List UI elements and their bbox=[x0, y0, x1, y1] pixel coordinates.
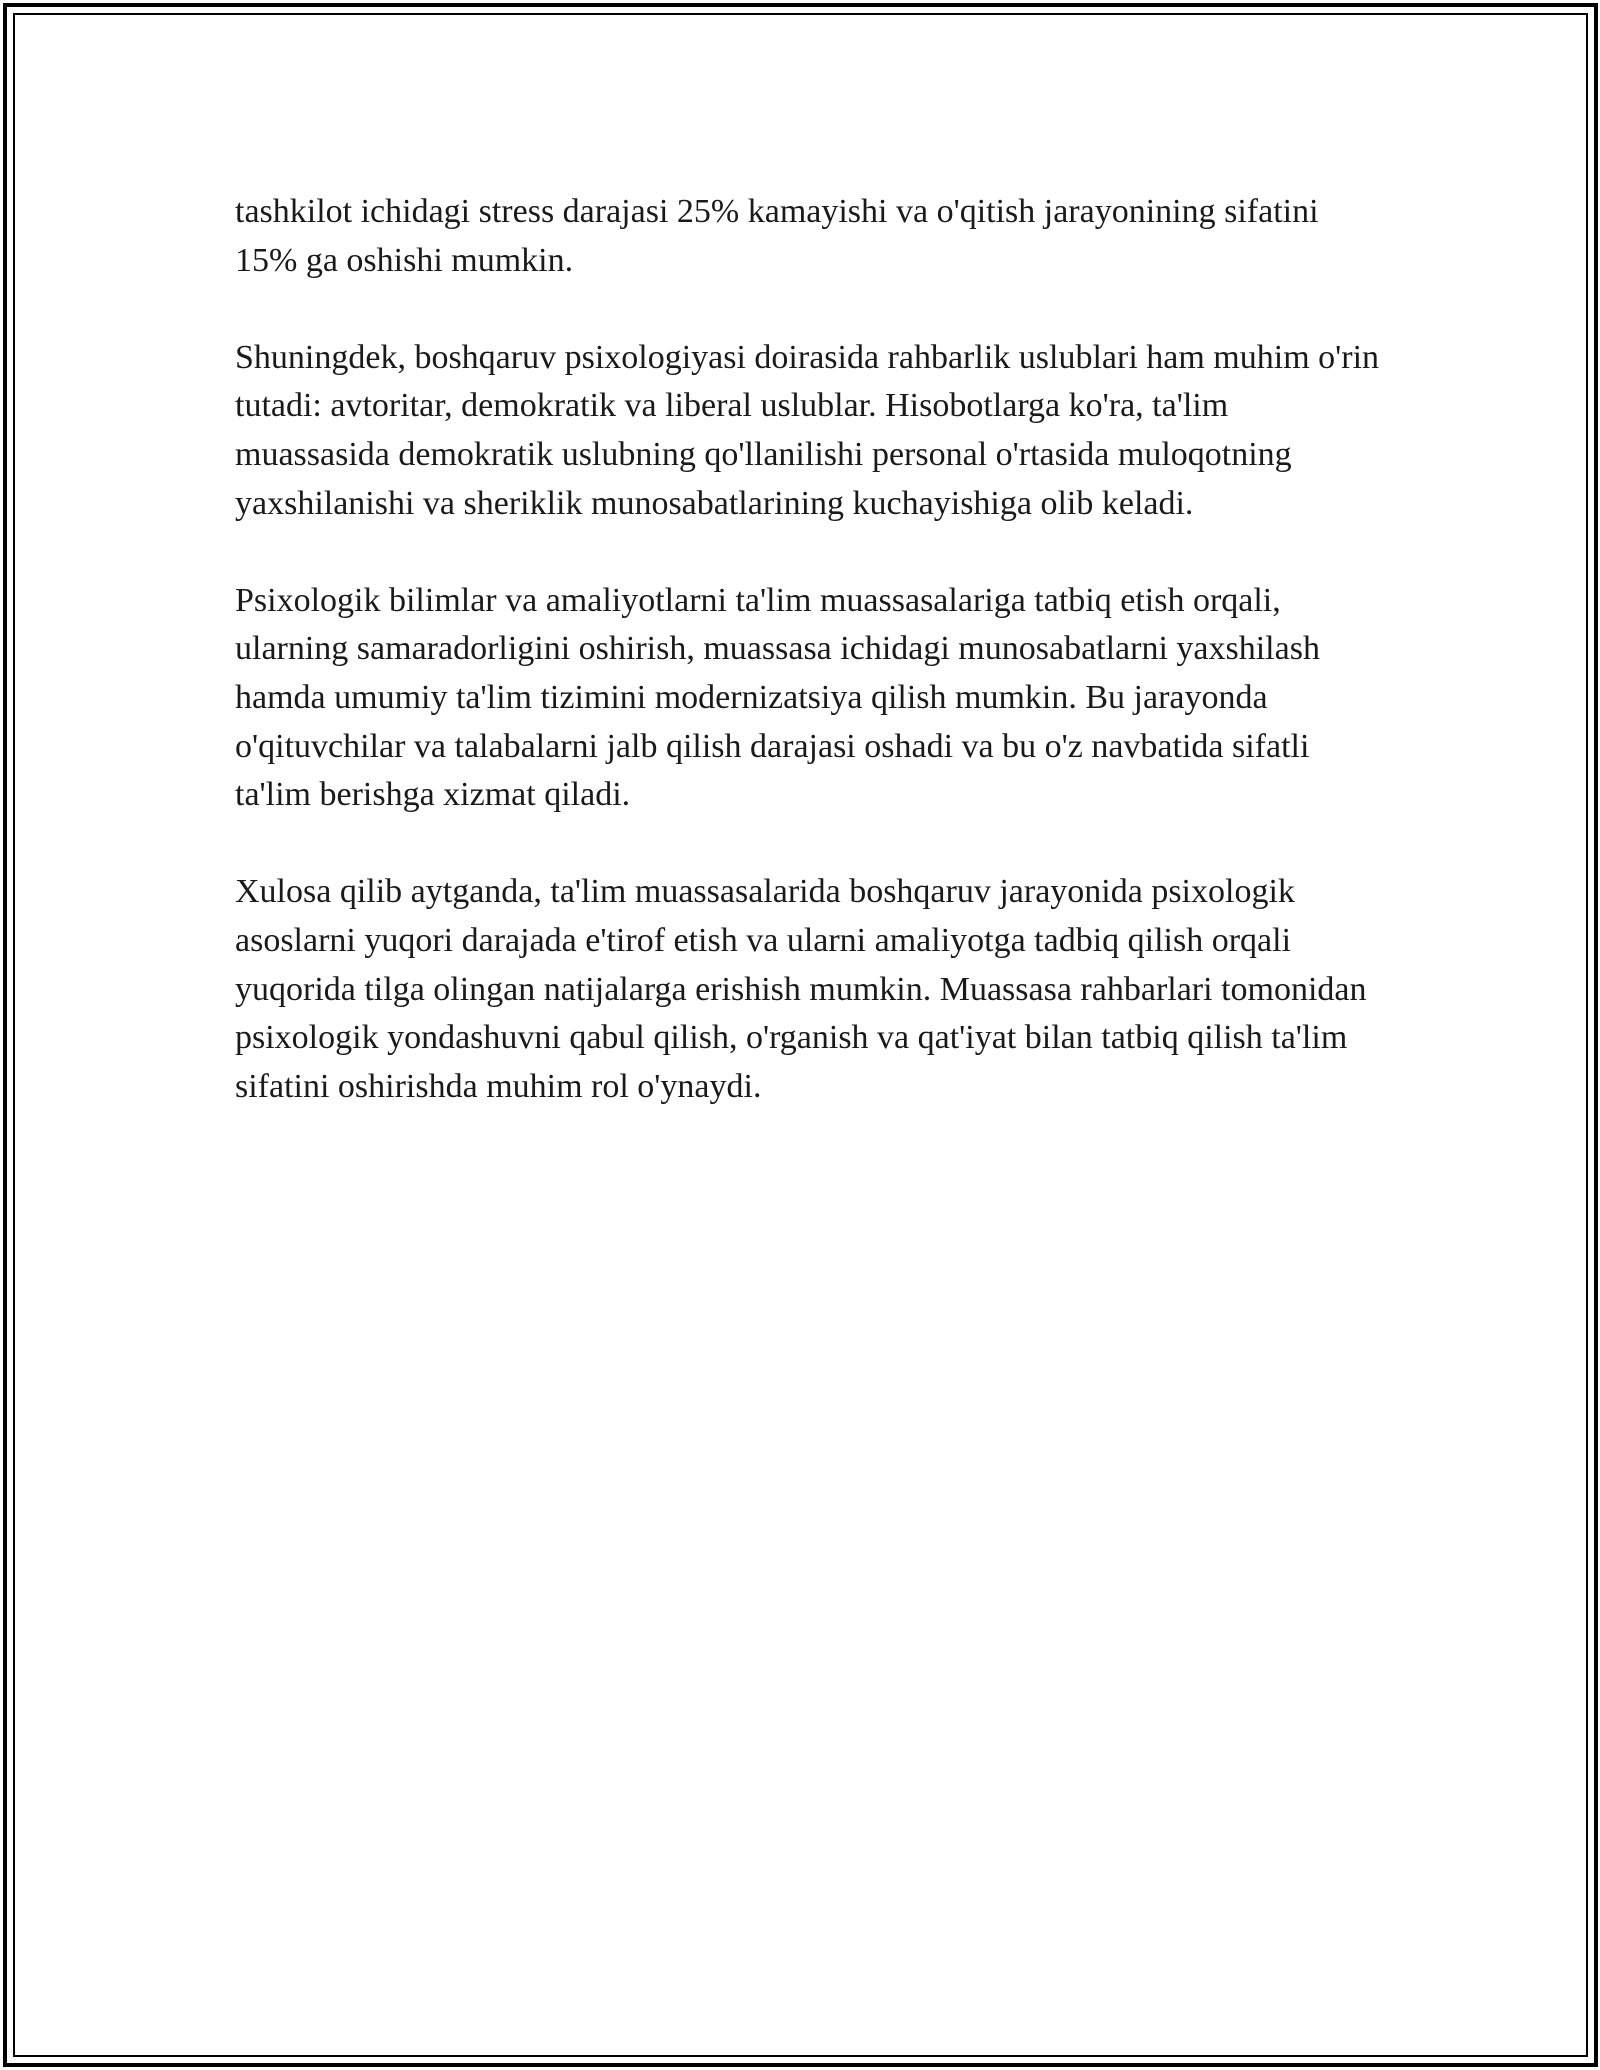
document-body bbox=[235, 188, 1385, 1160]
paragraph-4: Xulosa qilib aytganda, ta'lim muassasalarida boshqaruv jarayonida psixologik asoslarni yuqori darajada e'tirof etish va ularni amaliyotga tadbiq qilish orqali yuqorida tilga olingan natijalarga erishish mumkin. Muassasa rahbarlari tomonidan psixologik yondashuvni qabul qilish, o'rganish va qat'iyat bilan tatbiq qilish ta'lim sifatini oshirishda muhim rol o'ynaydi. bbox=[235, 873, 1367, 1105]
paragraph-3: Psixologik bilimlar va amaliyotlarni ta'lim muassasalariga tatbiq etish orqali, ularning samaradorligini oshirish, muassasa ichidagi munosabatlarni yaxshilash hamda umumiy ta'lim tizimini modernizatsiya qilish mumkin. Bu jarayonda o'qituvchilar va talabalarni jalb qilish darajasi oshadi va bu o'z navbatida sifatli ta'lim berishga xizmat qiladi. bbox=[235, 581, 1320, 814]
paragraph-2: Shuningdek, boshqaruv psixologiyasi doirasida rahbarlik uslublari ham muhim o'rin tutadi: avtoritar, demokratik va liberal uslublar. Hisobotlarga ko'ra, ta'lim muassasida demokratik uslubning qo'llanilishi personal o'rtasida muloqotning yaxshilanishi va sheriklik munosabatlarining kuchayishiga olib keladi. bbox=[235, 338, 1380, 522]
paragraph-1: tashkilot ichidagi stress darajasi 25% kamayishi va o'qitish jarayonining sifatini 15% ga oshishi mumkin. bbox=[235, 193, 1319, 279]
